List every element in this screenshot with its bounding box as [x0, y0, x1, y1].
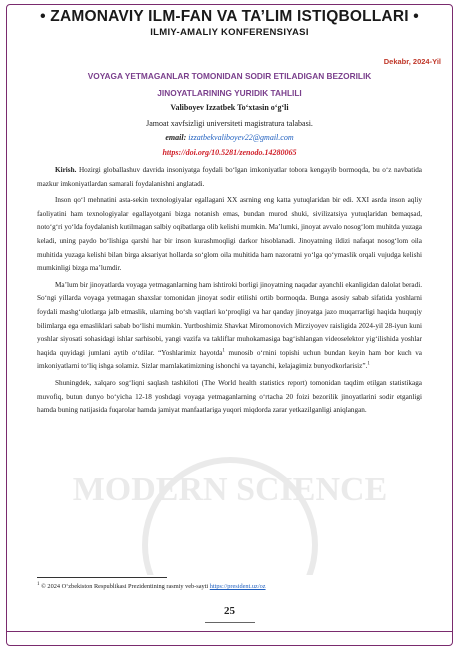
date-label: Dekabr, 2024-Yil — [383, 57, 441, 66]
footnote-ref[interactable]: 1 — [222, 348, 225, 354]
author-name: Valiboyev Izzatbek To‘xtasin o‘g‘li — [170, 103, 289, 112]
footnote-text: © 2024 O‘zbekiston Respublikasi Prezidentining rasmiy veb-sayti — [39, 583, 210, 590]
conference-title: • ZAMONAVIY ILM-FAN VA TA’LIM ISTIQBOLLARI • — [40, 8, 419, 25]
paragraph-2: Inson qo‘l mehnatini asta-sekin texnologiyalar egallagani XX asrning eng katta yutuqlaridan bir edi. XXI asrda inson aqliy faoliyatini ham texnologiyalar egallayotgani bizga notanish emas, bundan murod shuki, sivilizatsiya yutuqlaridan bemaqsad, noto‘g‘ri yo‘lda foydalanish kutilmagan salbiy oqibatlarga olib kelishi mumkin. Ma’lumki, jinoyat avvalo nosog‘lom muhitda yuzaga keladi, uning paydo bo‘lishiga qarshi har bir inson kurashmoqligi darkor hisoblanadi. Jinoyatning ildizi nafaqat nosog‘lom oila muhitida yuzaga kelishi bilan birga aksariyat hollarda so‘glom oila muhitida ham nazoratni yo‘lga qo‘ymaslik orqali vujudga kelishi mumkinligi bizga ma’lumdir. — [37, 196, 422, 273]
page-number: 25 — [224, 605, 235, 617]
email-label: email: — [165, 133, 187, 142]
footnote-divider — [37, 577, 167, 578]
svg-text:MODERN SCIENCE: MODERN SCIENCE — [72, 471, 388, 508]
doi-link[interactable]: https://doi.org/10.5281/zenodo.14280065 — [162, 148, 297, 157]
paragraph-intro-text: Hozirgi globallashuv davrida insoniyatga foydali bo‘lgan imkoniyatlar tobora kengayib bormoqda, bu o‘z navbatida mazkur imkoniyatlardan samarali foydalanishni anglatadi. — [37, 166, 422, 188]
paragraph-intro — [37, 164, 422, 191]
email-link[interactable]: izzatbekvaliboyev22@gmail.com — [188, 133, 294, 142]
paragraph-4: Shuningdek, xalqaro sog‘liqni saqlash tashkiloti (The World health statistics report) tomonidan taqdim etilgan statistikaga muvofiq, butun dunyo bo‘yicha 12-18 yoshdagi voyaga yetmaganlarning o‘rtacha 20 foizi bezorilik jinoyatlarini sodir etganligi hamda buning natijasida fuqarolar hamda jamiyat manfaatlariga yuqori miqdorda zarar yetkazilganligi aniqlangan. — [37, 378, 422, 415]
footnote-ref-2[interactable]: 1 — [367, 361, 370, 367]
paper-title — [30, 68, 429, 102]
footnote-link[interactable]: https://president.uz/oz — [209, 583, 266, 590]
paragraph-3-text: Ma’lum bir jinoyatlarda voyaga yetmaganlarning ham ishtiroki borligi jinoyatning naqadar ayanchli ekanligidan dalolat beradi. So‘ngi yillarda voyaga yetmagan shaxslar tomonidan jinoyat sodir etilishi ortib bormoqda. Bunga asosiy sabab sifatida yoshlarni foydali mashg‘ulotlarga jalb etmaslik, ularning bo‘sh vaqtlari ko‘proqligi va har qanday jinoyatga jazo muqarrarligi haqida huquqiy bilimlarga ega emasliklari sabab bo‘lishi mumkin. Yurtboshimiz Shavkat Miromonovich Mirziyoyev raisligida 2024-yil 28-iyun kuni yoshlar siyosati sohasidagi ishlar sarhisobi, yangi vazifa va takliflar muhokamasiga bag‘ishlangan videoselektor yig‘ilishida yoshlar haqida quyidagi jumlani aytib o‘tdilar. “Yoshlarimiz hayotda — [37, 280, 422, 357]
page-number-underline — [205, 622, 255, 623]
conference-subtitle: ILMIY-AMALIY KONFERENSIYASI — [150, 27, 309, 38]
footnote — [37, 583, 422, 590]
paragraph-3 — [37, 279, 422, 374]
paper-title-line-1: VOYAGA YETMAGANLAR TOMONIDAN SODIR ETILADIGAN BEZORILIK — [87, 71, 372, 81]
author-affiliation: Jamoat xavfsizligi universiteti magistratura talabasi. — [146, 119, 313, 128]
paragraph-3-tail: munosib o‘rnini topishi uchun bundan keyin ham bor kuch va imkoniyatlarni to‘liq ishga solamiz. Sizlar mamlakatimizning ishonchi va tayanchi, kelajagimiz bunyodkorlarisiz”. — [37, 348, 422, 371]
footnote-marker: 1 — [37, 581, 40, 587]
conference-header — [14, 8, 445, 38]
article-body — [37, 164, 422, 421]
footer-band — [6, 631, 453, 646]
intro-keyword: Kirish. — [55, 166, 77, 174]
paper-title-line-2: JINOYATLARINING YURIDIK TAHLILI — [157, 88, 302, 98]
email-line — [20, 133, 439, 142]
